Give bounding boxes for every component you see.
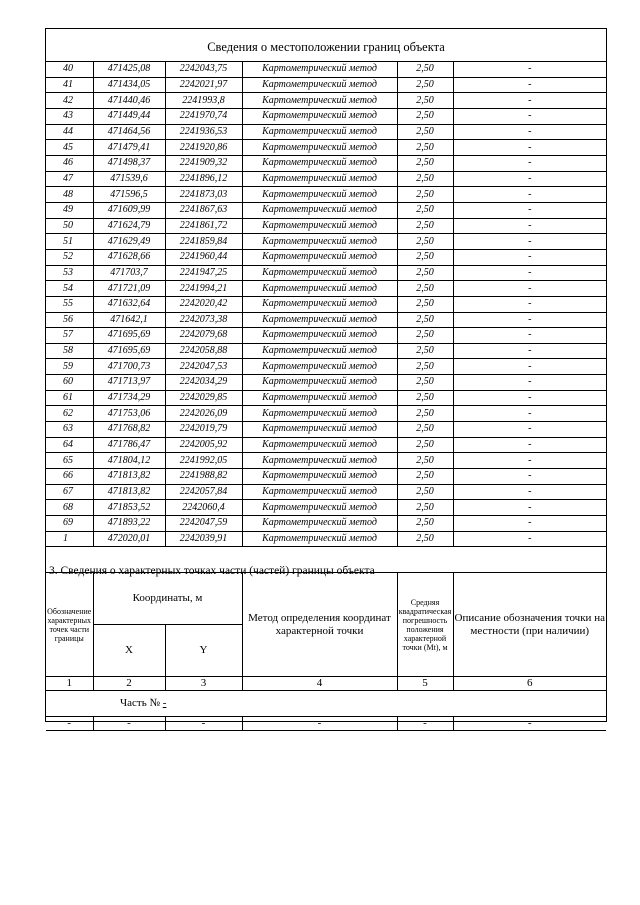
accuracy: 2,50 — [397, 108, 453, 124]
point-number: 66 — [46, 469, 93, 485]
accuracy: 2,50 — [397, 187, 453, 203]
table-row — [46, 187, 606, 203]
accuracy: 2,50 — [397, 469, 453, 485]
coord-y: 2242005,92 — [165, 437, 242, 453]
coord-x: 471609,99 — [93, 202, 165, 218]
point-number: 1 — [46, 531, 93, 547]
accuracy: 2,50 — [397, 124, 453, 140]
table-row — [46, 249, 606, 265]
point-number: 49 — [46, 202, 93, 218]
table-row — [46, 202, 606, 218]
coord-y: 2242073,38 — [165, 312, 242, 328]
coord-x: 471734,29 — [93, 390, 165, 406]
coord-y: 2241861,72 — [165, 218, 242, 234]
coord-x: 471596,5 — [93, 187, 165, 203]
description: - — [453, 516, 606, 532]
method: Картометрический метод — [242, 187, 397, 203]
empty-cell: - — [46, 717, 93, 731]
method: Картометрический метод — [242, 171, 397, 187]
accuracy: 2,50 — [397, 77, 453, 93]
coord-y: 2241859,84 — [165, 234, 242, 250]
coord-y: 2242021,97 — [165, 77, 242, 93]
coord-y: 2242047,53 — [165, 359, 242, 375]
description: - — [453, 77, 606, 93]
point-number: 50 — [46, 218, 93, 234]
coord-x: 471479,41 — [93, 140, 165, 156]
coord-y: 2241896,12 — [165, 171, 242, 187]
coord-x: 471440,46 — [93, 93, 165, 109]
point-number: 60 — [46, 375, 93, 391]
table-row — [46, 437, 606, 453]
method: Картометрический метод — [242, 281, 397, 297]
section3-title: 3. Сведения о характерных точках части (частей) границы объекта — [49, 565, 375, 577]
section-title: Сведения о местоположении границ объекта — [46, 29, 606, 62]
method: Картометрический метод — [242, 516, 397, 532]
accuracy: 2,50 — [397, 312, 453, 328]
coord-x: 471695,69 — [93, 343, 165, 359]
coord-y: 2241867,63 — [165, 202, 242, 218]
point-number: 69 — [46, 516, 93, 532]
description: - — [453, 124, 606, 140]
method: Картометрический метод — [242, 500, 397, 516]
coord-x: 471813,82 — [93, 469, 165, 485]
coord-y: 2242057,84 — [165, 484, 242, 500]
col-description-header: Описание обозначения точки на местности (при наличии) — [453, 573, 606, 677]
description: - — [453, 265, 606, 281]
description: - — [453, 249, 606, 265]
point-number: 52 — [46, 249, 93, 265]
point-number: 57 — [46, 328, 93, 344]
accuracy: 2,50 — [397, 343, 453, 359]
col-designation-header: Обозначение характерных точек части границы — [46, 573, 93, 677]
section3-table — [46, 572, 606, 731]
point-number: 62 — [46, 406, 93, 422]
table-row — [46, 265, 606, 281]
method: Картометрический метод — [242, 390, 397, 406]
description: - — [453, 484, 606, 500]
method: Картометрический метод — [242, 375, 397, 391]
description: - — [453, 281, 606, 297]
point-number: 53 — [46, 265, 93, 281]
table-row — [46, 281, 606, 297]
method: Картометрический метод — [242, 437, 397, 453]
accuracy: 2,50 — [397, 202, 453, 218]
col-accuracy-header: Средняя квадратическая погрешность положения характерной точки (Mt), м — [397, 573, 453, 677]
coord-x: 471768,82 — [93, 422, 165, 438]
method: Картометрический метод — [242, 234, 397, 250]
point-number: 44 — [46, 124, 93, 140]
coord-x: 471642,1 — [93, 312, 165, 328]
method: Картометрический метод — [242, 296, 397, 312]
table-row — [46, 484, 606, 500]
point-number: 56 — [46, 312, 93, 328]
point-number: 47 — [46, 171, 93, 187]
point-number: 61 — [46, 390, 93, 406]
table-row — [46, 218, 606, 234]
document-frame — [45, 28, 607, 729]
description: - — [453, 218, 606, 234]
accuracy: 2,50 — [397, 437, 453, 453]
method: Картометрический метод — [242, 218, 397, 234]
coord-y: 2242058,88 — [165, 343, 242, 359]
coord-x: 471629,49 — [93, 234, 165, 250]
coord-x: 471695,69 — [93, 328, 165, 344]
coord-y: 2242034,29 — [165, 375, 242, 391]
col-number: 5 — [397, 677, 453, 691]
accuracy: 2,50 — [397, 93, 453, 109]
col-method-header: Метод определения координат характерной точки — [242, 573, 397, 677]
part-label: Часть № — [120, 697, 160, 709]
description: - — [453, 140, 606, 156]
accuracy: 2,50 — [397, 140, 453, 156]
accuracy: 2,50 — [397, 218, 453, 234]
description: - — [453, 187, 606, 203]
point-number: 43 — [46, 108, 93, 124]
accuracy: 2,50 — [397, 62, 453, 78]
method: Картометрический метод — [242, 531, 397, 547]
col-x-header: X — [93, 625, 165, 677]
coord-y: 2241993,8 — [165, 93, 242, 109]
point-number: 67 — [46, 484, 93, 500]
method: Картометрический метод — [242, 265, 397, 281]
description: - — [453, 531, 606, 547]
method: Картометрический метод — [242, 406, 397, 422]
table-row — [46, 500, 606, 516]
coord-y: 2242043,75 — [165, 62, 242, 78]
coord-y: 2242047,59 — [165, 516, 242, 532]
coord-x: 471804,12 — [93, 453, 165, 469]
description: - — [453, 312, 606, 328]
coord-y: 2241947,25 — [165, 265, 242, 281]
coord-x: 471703,7 — [93, 265, 165, 281]
method: Картометрический метод — [242, 249, 397, 265]
description: - — [453, 171, 606, 187]
accuracy: 2,50 — [397, 390, 453, 406]
point-number: 41 — [46, 77, 93, 93]
accuracy: 2,50 — [397, 453, 453, 469]
coord-y: 2241994,21 — [165, 281, 242, 297]
coordinates-table — [46, 61, 606, 547]
description: - — [453, 375, 606, 391]
table-row — [46, 93, 606, 109]
table-row — [46, 375, 606, 391]
coord-x: 471786,47 — [93, 437, 165, 453]
table-row — [46, 124, 606, 140]
coord-y: 2242079,68 — [165, 328, 242, 344]
coord-y: 2241992,05 — [165, 453, 242, 469]
accuracy: 2,50 — [397, 500, 453, 516]
coord-y: 2241970,74 — [165, 108, 242, 124]
table-row — [46, 140, 606, 156]
method: Картометрический метод — [242, 484, 397, 500]
coord-y: 2241873,03 — [165, 187, 242, 203]
description: - — [453, 343, 606, 359]
coord-x: 471700,73 — [93, 359, 165, 375]
coord-y: 2242020,42 — [165, 296, 242, 312]
coord-x: 471449,44 — [93, 108, 165, 124]
coord-x: 471753,06 — [93, 406, 165, 422]
coord-x: 471853,52 — [93, 500, 165, 516]
method: Картометрический метод — [242, 343, 397, 359]
table-row — [46, 312, 606, 328]
table-row — [46, 343, 606, 359]
empty-cell: - — [93, 717, 165, 731]
accuracy: 2,50 — [397, 296, 453, 312]
description: - — [453, 62, 606, 78]
coord-y: 2242019,79 — [165, 422, 242, 438]
point-number: 51 — [46, 234, 93, 250]
accuracy: 2,50 — [397, 234, 453, 250]
coord-y: 2242060,4 — [165, 500, 242, 516]
method: Картометрический метод — [242, 93, 397, 109]
coord-y: 2242039,91 — [165, 531, 242, 547]
coord-y: 2241960,44 — [165, 249, 242, 265]
table-row — [46, 108, 606, 124]
method: Картометрический метод — [242, 312, 397, 328]
accuracy: 2,50 — [397, 155, 453, 171]
point-number: 55 — [46, 296, 93, 312]
description: - — [453, 469, 606, 485]
part-value: - — [162, 697, 167, 709]
empty-cell: - — [242, 717, 397, 731]
empty-cell: - — [397, 717, 453, 731]
coord-x: 471498,37 — [93, 155, 165, 171]
point-number: 42 — [46, 93, 93, 109]
table-row — [46, 406, 606, 422]
coord-x: 471893,22 — [93, 516, 165, 532]
description: - — [453, 437, 606, 453]
point-number: 68 — [46, 500, 93, 516]
accuracy: 2,50 — [397, 359, 453, 375]
method: Картометрический метод — [242, 328, 397, 344]
col-number: 2 — [93, 677, 165, 691]
table-row — [46, 531, 606, 547]
col-number: 3 — [165, 677, 242, 691]
description: - — [453, 296, 606, 312]
coord-y: 2242029,85 — [165, 390, 242, 406]
table-row — [46, 359, 606, 375]
point-number: 63 — [46, 422, 93, 438]
method: Картометрический метод — [242, 155, 397, 171]
empty-cell: - — [453, 717, 606, 731]
coord-x: 471813,82 — [93, 484, 165, 500]
table-row — [46, 234, 606, 250]
accuracy: 2,50 — [397, 171, 453, 187]
coord-y: 2241988,82 — [165, 469, 242, 485]
coord-x: 471539,6 — [93, 171, 165, 187]
method: Картометрический метод — [242, 124, 397, 140]
coord-x: 471434,05 — [93, 77, 165, 93]
method: Картометрический метод — [242, 140, 397, 156]
col-number: 1 — [46, 677, 93, 691]
accuracy: 2,50 — [397, 265, 453, 281]
table-row — [46, 296, 606, 312]
col-coords-header: Координаты, м — [93, 573, 242, 625]
accuracy: 2,50 — [397, 328, 453, 344]
description: - — [453, 359, 606, 375]
method: Картометрический метод — [242, 469, 397, 485]
coord-x: 471713,97 — [93, 375, 165, 391]
accuracy: 2,50 — [397, 406, 453, 422]
point-number: 48 — [46, 187, 93, 203]
col-number: 4 — [242, 677, 397, 691]
method: Картометрический метод — [242, 202, 397, 218]
accuracy: 2,50 — [397, 422, 453, 438]
coord-y: 2241936,53 — [165, 124, 242, 140]
accuracy: 2,50 — [397, 516, 453, 532]
method: Картометрический метод — [242, 108, 397, 124]
empty-cell: - — [165, 717, 242, 731]
point-number: 45 — [46, 140, 93, 156]
table-row — [46, 390, 606, 406]
method: Картометрический метод — [242, 422, 397, 438]
coord-x: 471624,79 — [93, 218, 165, 234]
description: - — [453, 234, 606, 250]
method: Картометрический метод — [242, 359, 397, 375]
table-row — [46, 422, 606, 438]
point-number: 65 — [46, 453, 93, 469]
description: - — [453, 108, 606, 124]
coord-x: 471721,09 — [93, 281, 165, 297]
table-row — [46, 77, 606, 93]
description: - — [453, 155, 606, 171]
table-row — [46, 328, 606, 344]
description: - — [453, 453, 606, 469]
col-number: 6 — [453, 677, 606, 691]
method: Картометрический метод — [242, 62, 397, 78]
point-number: 58 — [46, 343, 93, 359]
description: - — [453, 390, 606, 406]
coord-x: 471464,56 — [93, 124, 165, 140]
description: - — [453, 93, 606, 109]
table-row — [46, 62, 606, 78]
accuracy: 2,50 — [397, 531, 453, 547]
coord-y: 2241920,86 — [165, 140, 242, 156]
coord-x: 471628,66 — [93, 249, 165, 265]
coord-x: 471632,64 — [93, 296, 165, 312]
description: - — [453, 422, 606, 438]
method: Картометрический метод — [242, 453, 397, 469]
description: - — [453, 328, 606, 344]
point-number: 40 — [46, 62, 93, 78]
accuracy: 2,50 — [397, 484, 453, 500]
accuracy: 2,50 — [397, 249, 453, 265]
description: - — [453, 500, 606, 516]
coord-x: 472020,01 — [93, 531, 165, 547]
point-number: 46 — [46, 155, 93, 171]
coord-y: 2241909,32 — [165, 155, 242, 171]
accuracy: 2,50 — [397, 281, 453, 297]
point-number: 54 — [46, 281, 93, 297]
point-number: 64 — [46, 437, 93, 453]
coord-x: 471425,08 — [93, 62, 165, 78]
coord-y: 2242026,09 — [165, 406, 242, 422]
table-row — [46, 155, 606, 171]
method: Картометрический метод — [242, 77, 397, 93]
description: - — [453, 202, 606, 218]
point-number: 59 — [46, 359, 93, 375]
description: - — [453, 406, 606, 422]
accuracy: 2,50 — [397, 375, 453, 391]
table-row — [46, 469, 606, 485]
table-row — [46, 171, 606, 187]
table-row — [46, 516, 606, 532]
col-y-header: Y — [165, 625, 242, 677]
part-number-row — [46, 691, 606, 717]
table-row — [46, 453, 606, 469]
